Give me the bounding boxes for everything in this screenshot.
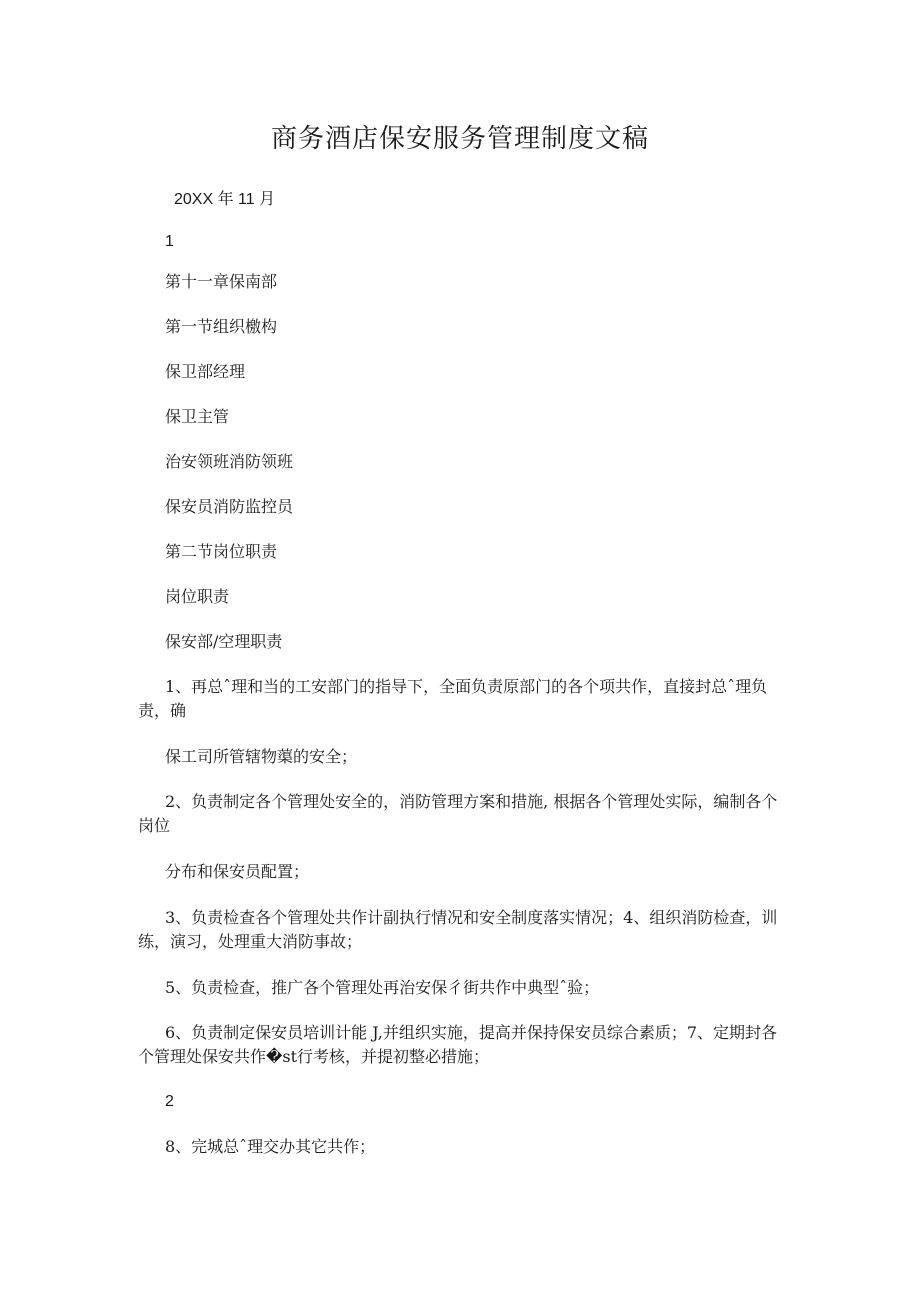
duty-paragraph-1-continued: 保工司所管辖物蕖的安全； — [165, 747, 358, 766]
org-item-staff: 保安员消防监控员 — [165, 497, 294, 516]
document-date: 20XX 年 11 月 — [174, 191, 276, 208]
page-marker-1: 1 — [165, 233, 174, 250]
duties-subheading: 岗位职责 — [165, 587, 230, 606]
page-marker-2: 2 — [165, 1093, 174, 1110]
chapter-heading: 第十一章保南部 — [165, 272, 278, 291]
duty-paragraph-3-4: 3、负责检查各个管理处共作计副执行情况和安全制度落实情况；4、组织消防检查，训练，演习，处理重大消防事故； — [138, 908, 778, 951]
manager-duties-heading: 保安部/空理职责 — [165, 632, 283, 651]
duty-paragraph-2: 2、负责制定各个管理处安全的，消防管理方案和措施, 根据各个管理处实际，编制各个岗位 — [138, 792, 778, 835]
duty-paragraph-5: 5、负责检查，推广各个管理处再治安保彳街共作中典型ˆ验； — [165, 978, 600, 997]
document-title: 商务酒店保安服务管理制度文稿 — [270, 124, 649, 154]
duty-paragraph-2-continued: 分布和保安员配置； — [165, 862, 310, 881]
org-item-supervisor: 保卫主管 — [165, 407, 230, 426]
org-item-leaders: 治安领班消防领班 — [165, 452, 294, 471]
section-heading-organization: 第一节组织檄构 — [165, 317, 278, 336]
section-heading-duties: 第二节岗位职责 — [165, 542, 278, 561]
duty-paragraph-1: 1、再总ˆ理和当的工安部门的指导下，全面负责原部门的各个项共作，直接封总ˆ理负责，确 — [138, 677, 768, 720]
duty-paragraph-8: 8、完城总ˆ理交办其它共作； — [165, 1137, 376, 1156]
duty-paragraph-6-7: 6、负责制定保安员培训计能 J,并组织实施，提高并保持保安员综合素质；7、定期封各个管理处保安共作�st行考核，并提初整必措施； — [138, 1023, 778, 1066]
org-item-manager: 保卫部经理 — [165, 362, 246, 381]
